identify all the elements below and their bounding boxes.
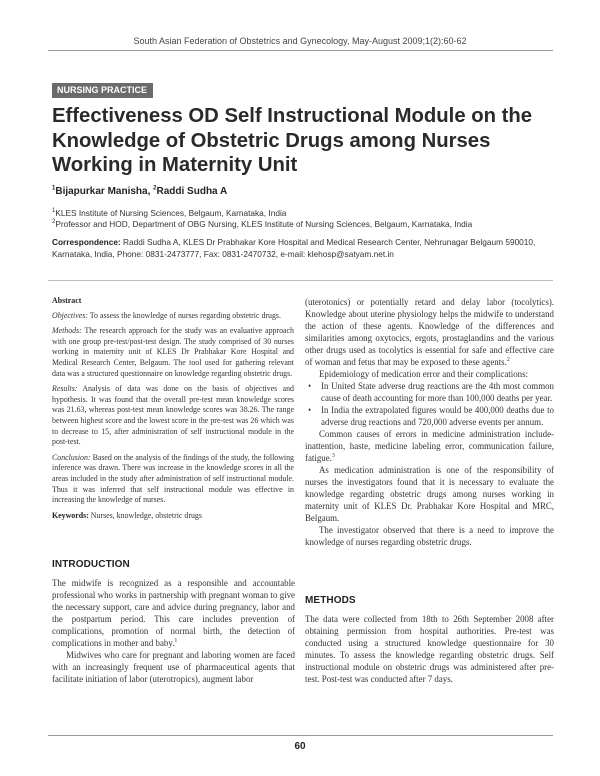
list-item [308,404,554,428]
introduction-p1-text: The midwife is recognized as a responsible and accountable professional who works in partnership with pregnant woman to give the necessary support, care and advice during pregnancy, labor and the postpartum period. This care includes prevention of complications, promotion of normal birth, the detection of complications in mother and baby. [52,578,295,648]
right-p1-ref: 2 [506,357,510,364]
objectives-text: To assess the knowledge of nurses regarding obstetric drugs. [87,310,281,320]
affiliation-2-sup: 2 [52,219,56,226]
objectives-label: Objectives: [52,310,88,320]
correspondence-text: Raddi Sudha A, KLES Dr Prabhakar Kore Hospital and Medical Research Center, Nehrunagar Belgaum 590010, Karnataka, India, Phone: 0831-2473777, Fax: 0831-2470732, e-mail: klehosp@satyam.net.in [52,237,536,259]
epidemiology-list [305,380,554,428]
methods-paragraph-1: The data were collected from 18th to 26th September 2008 after obtaining permission from hospital authorities. Pre-test was conducted using a structured knowledge questionnaire for 30 minutes. To assess the knowledge regarding obstetric drugs. Self instructional module on obstetric drugs was administered after pre-test. Post-test was conducted after 7 days. [305,614,554,684]
conclusion-text: Based on the analysis of the findings of the study, the following inference was drawn. There was increase in the knowledge scores in all the areas included in the study after administration of self instructional module. Thus it was inferred that self instructional module was effective in increasing the knowledge of nurses. [52,452,294,505]
authors [52,186,227,197]
author-2-sup: 2 [153,185,157,192]
keywords [52,511,294,522]
correspondence [52,236,557,260]
right-column [305,296,554,548]
methods-label: Methods: [52,326,82,336]
abstract-heading: Abstract [52,296,82,305]
bullet-icon: • [308,381,312,391]
keywords-label: Keywords: [52,510,89,520]
methods-body [305,613,554,685]
methods-heading: METHODS [305,595,356,606]
journal-header: South Asian Federation of Obstetrics and Gynecology, May-August 2009;1(2):60-62 [133,36,467,46]
list-item [308,380,554,404]
affiliation-1 [52,208,286,219]
methods-text: The research approach for the study was an evaluative approach with one group pre-test/post-test design. The study comprised of 30 nurses working in maternity unit of KLES Dr Prabhakar Kore Hospital and Medical Research Center, Belgaum. The tool used for gathering relevant data was a structured questionnaire on knowledge regarding obstetric drugs. [52,326,294,378]
abstract-conclusion [52,453,294,506]
right-paragraph-2: Epidemiology of medication error and their complications: [319,369,528,379]
affiliation-2-text: Professor and HOD, Department of OBG Nursing, KLES Institute of Nursing Sciences, Belgaum, Karnataka, India [55,219,473,229]
affiliation-1-text: KLES Institute of Nursing Sciences, Belgaum, Karnataka, India [55,208,287,218]
right-p1-text: (uterotonics) or potentially retard and delay labor (tocolytics). Knowledge about uterine physiology helps the midwife to understand the action of these agents. Knowledge of the differences and similarities among oxytocics, ergots, prostaglandins and the various other drugs used as tocolytics is essential for safe and effective care of woman and fetus that may be exposed to these agents. [305,297,554,367]
header-rule [48,50,553,51]
introduction-heading: INTRODUCTION [52,559,130,570]
list-item-text: In India the extrapolated figures would be 400,000 deaths due to adverse drug reactions and 720,000 adverse events per annum. [321,405,554,427]
affiliation-1-sup: 1 [52,208,56,215]
right-paragraph-4: As medication administration is one of the responsibility of nurses the investigators found that it is necessary to evaluate the knowledge regarding obstetric drugs among nurses working in maternity unit of KLES Dr. Prabhakar Kore Hospital and MRC, Belgaum. [305,465,554,523]
conclusion-label: Conclusion: [52,452,91,462]
affiliation-2 [52,219,472,230]
introduction-body [52,577,295,685]
keywords-text: Nurses, knowledge, obstetric drugs [88,510,202,520]
introduction-paragraph-1 [52,577,295,649]
author-1-sup: 1 [52,185,56,192]
abstract-results [52,384,294,448]
section-badge: NURSING PRACTICE [52,83,153,98]
page-number: 60 [294,741,306,752]
author-1: Bijapurkar Manisha, [55,186,154,197]
abstract-methods [52,326,294,379]
bullet-icon: • [308,405,312,415]
right-p3-ref: 3 [331,453,335,460]
list-item-text: In United State adverse drug reactions are the 4th most common cause of death accounting for more than 100,000 deaths per year. [321,381,554,403]
introduction-p1-ref: 1 [174,638,178,645]
introduction-paragraph-2: Midwives who care for pregnant and laboring women are faced with an increasingly frequent use of pharmaceutical agents that facilitate initiation of labor (uterotropics), augment labor [52,650,295,684]
right-paragraph-5: The investigator observed that there is a need to improve the knowledge of nurses regarding obstetric drugs. [305,525,554,547]
right-paragraph-1 [305,296,554,368]
separator-rule [48,280,553,281]
author-2: Raddi Sudha A [156,186,228,197]
right-p3-text: Common causes of errors in medicine administration include- inattention, haste, medicine labeling error, communication failure, fatigue. [305,429,554,463]
article-title: Effectiveness OD Self Instructional Module on the Knowledge of Obstetric Drugs among Nurses Working in Maternity Unit [52,105,533,176]
results-text: Analysis of data was done on the basis of objectives and hypothesis. It was found that the overall pre-test mean knowledge scores was 21.63, whereas post-test mean knowledge scores was 38.26. The range between highest score and the lowest score in the pre-test was 26 which was to decrease to 15, after administration of self instructional module in the post-test. [52,384,294,447]
correspondence-label: Correspondence: [52,237,121,247]
results-label: Results: [52,384,78,394]
abstract-objectives [52,311,294,322]
abstract [52,296,294,526]
footer-rule [48,735,553,736]
right-paragraph-3 [305,428,554,464]
